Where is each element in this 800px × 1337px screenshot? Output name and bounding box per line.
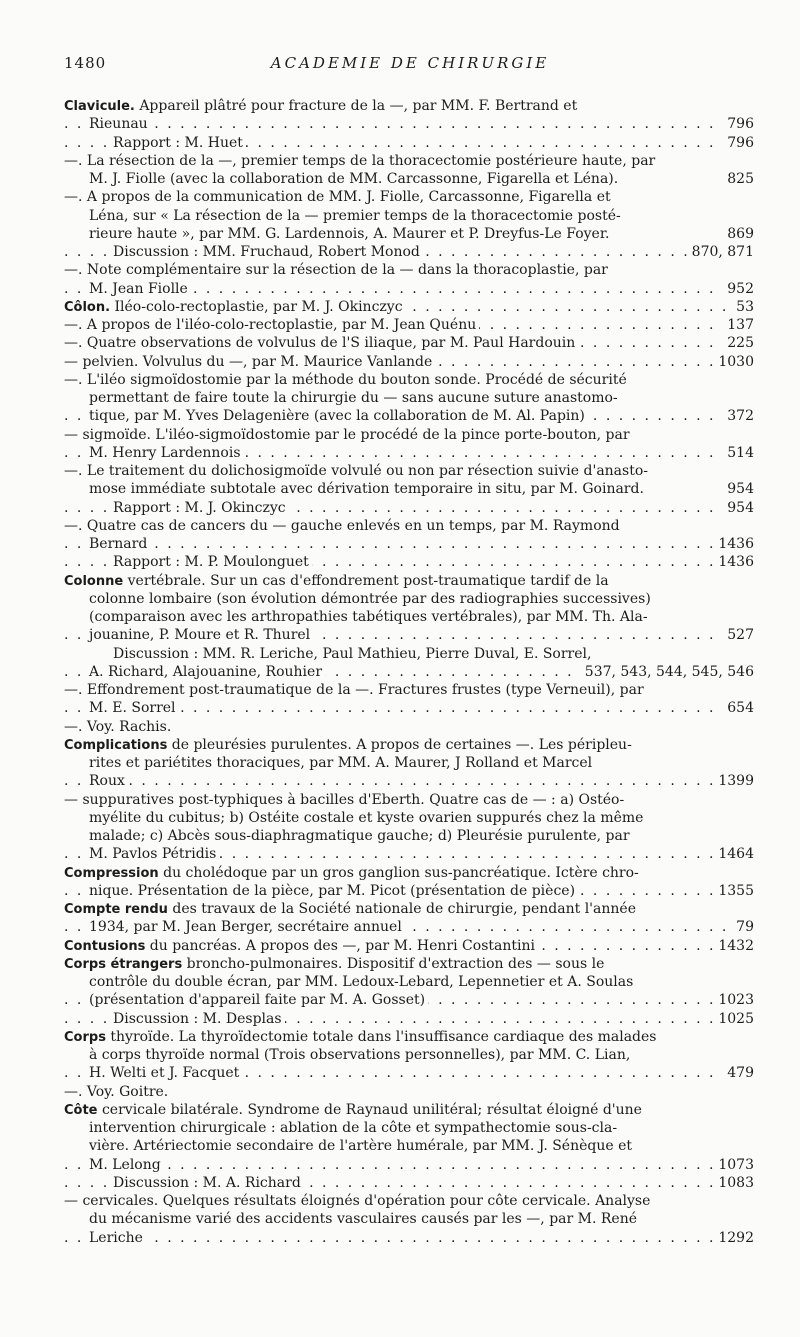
page-reference: 954 — [722, 480, 754, 498]
index-line-body: —. Voy. Rachis. — [64, 718, 172, 735]
page-reference: 1292 — [713, 1229, 754, 1247]
page-reference: 1083 — [713, 1174, 754, 1192]
index-line — [64, 298, 754, 316]
index-line-text — [64, 372, 630, 388]
index-line — [64, 1174, 754, 1192]
index-line-body: broncho-pulmonaires. Dispositif d'extraction des — sous le — [182, 955, 605, 972]
index-line — [64, 517, 754, 535]
index-headword: Complications — [64, 737, 168, 753]
index-line-text — [64, 1084, 171, 1100]
page-number: 1480 — [64, 54, 107, 72]
index-line — [64, 1101, 754, 1119]
page-reference: 1025 — [713, 1010, 754, 1028]
index-line-text — [89, 992, 428, 1008]
index-line — [64, 426, 754, 444]
index-line-text — [89, 281, 191, 297]
index-line — [64, 718, 754, 736]
index-line-body: —. Effondrement post-traumatique de la —. Fractures frustes (type Verneuil), par — [64, 682, 644, 698]
index-line-body: M. Jean Fiolle — [89, 280, 188, 297]
index-line-text — [113, 554, 312, 570]
page-reference: 952 — [722, 280, 754, 298]
index-line-body: Rapport : M. J. Okinczyc — [113, 499, 286, 516]
index-line-text — [64, 865, 642, 881]
index-line-text — [89, 627, 313, 643]
index-line — [64, 590, 754, 608]
index-line-body: —. L'iléo sigmoïdostomie par la méthode du bouton sonde. Procédé de sécurité — [64, 371, 627, 388]
index-line — [64, 261, 754, 279]
index-line-text — [64, 354, 435, 370]
index-line — [64, 681, 754, 699]
page-reference: 1464 — [713, 845, 754, 863]
index-line — [64, 444, 754, 462]
index-line-text — [64, 427, 633, 443]
index-line — [64, 663, 754, 681]
index-line-body: Rieunau — [89, 116, 148, 133]
index-line-body: H. Welti et J. Facquet — [89, 1065, 240, 1082]
page-reference: 796 — [722, 134, 754, 152]
index-line-text — [64, 463, 651, 479]
index-line — [64, 1083, 754, 1101]
index-line-text — [64, 792, 627, 808]
page-reference: 79 — [731, 918, 754, 936]
index-line-text — [89, 974, 636, 990]
index-line-text — [89, 1047, 633, 1063]
index-line-body: Appareil plâtré pour fracture de la —, par MM. F. Bertrand et — [134, 98, 578, 114]
index-line — [64, 243, 754, 261]
index-line — [64, 882, 754, 900]
index-line — [64, 900, 754, 918]
index-line-text — [64, 682, 647, 698]
index-line — [64, 791, 754, 809]
index-line-text — [89, 171, 621, 187]
index-line-text — [64, 262, 611, 278]
index-line — [64, 462, 754, 480]
index-line-text — [64, 1102, 645, 1118]
index-line — [64, 645, 754, 663]
page-reference: 869 — [722, 225, 754, 243]
index-line-body: —. La résection de la —, premier temps de la thoracectomie postérieure haute, par — [64, 152, 656, 169]
index-line-text — [113, 646, 594, 662]
index-line-body: contrôle du double écran, par MM. Ledoux-Lebard, Lepennetier et A. Soulas — [89, 974, 634, 990]
page-reference: 53 — [731, 298, 754, 316]
index-line-text — [89, 755, 595, 771]
index-headword: Compression — [64, 865, 159, 881]
index-line-text — [64, 1193, 653, 1209]
running-title: ACADEMIE DE CHIRURGIE — [270, 54, 550, 72]
index-line-text — [64, 189, 614, 205]
page-reference: 479 — [722, 1064, 754, 1082]
page-reference: 1023 — [713, 991, 754, 1009]
index-line — [64, 353, 754, 371]
index-line — [64, 1010, 754, 1028]
index-line-body: malade; c) Abcès sous-diaphragmatique gauche; d) Pleurésie purulente, par — [89, 828, 630, 844]
index-line — [64, 316, 754, 334]
page-reference: 372 — [722, 407, 754, 425]
index-line-body: —. A propos de la communication de MM. J. Fiolle, Carcassonne, Figarella et — [64, 189, 611, 206]
index-line — [64, 207, 754, 225]
index-line — [64, 845, 754, 863]
index-line — [64, 1064, 754, 1082]
index-line — [64, 572, 754, 590]
index-line-text — [89, 390, 621, 406]
index-line-body: — pelvien. Volvulus du —, par M. Maurice Vanlande — [64, 353, 433, 370]
index-line-body: M. J. Fiolle (avec la collaboration de MM. Carcassonne, Figarella et Léna). — [89, 171, 619, 187]
index-line-text — [89, 609, 651, 625]
index-line — [64, 1028, 754, 1046]
index-line-body: Iléo-colo-rectoplastie, par M. J. Okinczyc — [110, 298, 403, 315]
index-line — [64, 736, 754, 754]
index-line-text — [89, 1230, 146, 1246]
index-headword: Côlon. — [64, 299, 111, 315]
index-line-body: rieure haute », par MM. G. Lardennois, A. Maurer et P. Dreyfus-Le Foyer. — [89, 225, 610, 242]
page-reference: 225 — [722, 334, 754, 352]
index-line — [64, 407, 754, 425]
index-line — [64, 170, 754, 188]
index-line-text — [89, 1157, 164, 1173]
index-line-body: Rapport : M. Huet — [113, 134, 243, 151]
page-reference: 1030 — [713, 353, 754, 371]
index-line-body: tique, par M. Yves Delagenière (avec la collaboration de M. Al. Papin) — [89, 408, 585, 425]
index-line-body: Discussion : M. Desplas — [113, 1010, 282, 1027]
index-line-body: rites et pariétites thoraciques, par MM. A. Maurer, J Rolland et Marcel — [89, 755, 593, 771]
index-line-body: à corps thyroïde normal (Trois observations personnelles), par MM. C. Lian, — [89, 1047, 631, 1063]
index-line — [64, 608, 754, 626]
index-line-body: —. Le traitement du dolichosigmoïde volvulé ou non par résection suivie d'anasto- — [64, 463, 648, 479]
index-line-text — [64, 98, 580, 114]
index-line-text — [64, 335, 578, 351]
page-reference: 1436 — [713, 553, 754, 571]
index-line-text — [89, 700, 179, 716]
index-line-body: —. Quatre observations de volvulus de l'S iliaque, par M. Paul Hardouin — [64, 335, 576, 352]
index-line-text — [113, 1011, 285, 1027]
index-line-text — [64, 1029, 659, 1045]
index-line — [64, 371, 754, 389]
index-line — [64, 973, 754, 991]
index-line-text — [89, 116, 151, 132]
index-line-text — [113, 135, 246, 151]
index-line-text — [89, 408, 588, 424]
index-line-body: vertébrale. Sur un cas d'effondrement post-traumatique tardif de la — [123, 572, 609, 589]
index-line — [64, 937, 754, 955]
index-line-body: intervention chirurgicale : ablation de la côte et sympathectomie sous-cla- — [89, 1120, 618, 1136]
index-line — [64, 809, 754, 827]
index-line — [64, 97, 754, 115]
index-line-body: Leriche — [89, 1229, 143, 1246]
index-entries — [64, 97, 754, 1247]
index-line — [64, 626, 754, 644]
index-line-text — [89, 226, 612, 242]
index-line-text — [89, 481, 647, 497]
index-line-body: —. A propos de l'iléo-colo-rectoplastie, par M. Jean Quénu — [64, 317, 477, 333]
index-line — [64, 955, 754, 973]
index-line-body: A. Richard, Alajouanine, Rouhier — [89, 663, 323, 680]
index-line-body: M. E. Sorrel — [89, 700, 176, 717]
index-line-text — [89, 664, 325, 680]
index-line-body: — sigmoïde. L'iléo-sigmoïdostomie par le procédé de la pince porte-bouton, par — [64, 426, 630, 443]
index-line — [64, 1156, 754, 1174]
index-line-body: jouanine, P. Moure et R. Thurel — [89, 627, 311, 644]
index-line — [64, 188, 754, 206]
index-line-text — [89, 1211, 640, 1227]
index-line-text — [89, 1120, 620, 1136]
index-headword: Corps — [64, 1029, 106, 1045]
index-line-body: colonne lombaire (son évolution démontrée par des radiographies successives) — [89, 590, 651, 607]
index-line-text — [64, 317, 479, 333]
index-line — [64, 991, 754, 1009]
index-line-body: — suppuratives post-typhiques à bacilles d'Eberth. Quatre cas de — : a) Ostéo- — [64, 791, 625, 808]
page-reference: 825 — [722, 170, 754, 188]
index-line-body: de pleurésies purulentes. A propos de certaines —. Les péripleu- — [167, 736, 632, 753]
index-line-text — [64, 901, 639, 917]
page-reference: 137 — [722, 316, 754, 334]
page-header — [0, 54, 800, 78]
index-line — [64, 754, 754, 772]
page-reference: 514 — [722, 444, 754, 462]
index-line-text — [89, 810, 646, 826]
index-line-text — [64, 719, 174, 735]
index-line — [64, 553, 754, 571]
page-reference: 537, 543, 544, 545, 546 — [580, 663, 754, 681]
index-line-text — [89, 1138, 635, 1154]
index-line-text — [89, 828, 633, 844]
index-headword: Colonne — [64, 573, 124, 589]
index-line-body: vière. Artériectomie secondaire de l'artère humérale, par MM. J. Sénèque et — [89, 1138, 633, 1155]
index-line-text — [89, 846, 219, 862]
index-line-body: permettant de faire toute la chirurgie du — sans aucune suture anastomo- — [89, 390, 618, 406]
index-line — [64, 134, 754, 152]
index-line-body: —. Voy. Goitre. — [64, 1083, 169, 1100]
index-line-text — [113, 244, 423, 260]
index-line — [64, 280, 754, 298]
index-line-body: —. Note complémentaire sur la résection de la — dans la thoracoplastie, par — [64, 262, 608, 279]
index-line-text — [64, 938, 538, 954]
index-line-body: Discussion : M. A. Richard — [113, 1174, 301, 1191]
index-line — [64, 918, 754, 936]
index-line — [64, 864, 754, 882]
index-line-text — [89, 591, 654, 607]
page-reference: 1073 — [713, 1156, 754, 1174]
index-line-text — [89, 208, 624, 224]
index-line — [64, 1229, 754, 1247]
index-line — [64, 334, 754, 352]
index-line-body: (comparaison avec les arthropathies tabétiques vertébrales), par MM. Th. Ala- — [89, 609, 648, 625]
index-line — [64, 827, 754, 845]
index-line-body: M. Pavlos Pétridis — [89, 846, 217, 863]
index-line — [64, 499, 754, 517]
index-line-body: Léna, sur « La résection de la — premier temps de la thoracectomie posté- — [89, 207, 621, 224]
index-line — [64, 115, 754, 133]
index-line-body: thyroïde. La thyroïdectomie totale dans l'insuffisance cardiaque des malades — [105, 1028, 657, 1045]
index-line-text — [64, 518, 623, 534]
index-line-text — [89, 773, 128, 789]
index-line — [64, 699, 754, 717]
index-line — [64, 1119, 754, 1137]
index-line-text — [64, 573, 612, 589]
index-line — [64, 389, 754, 407]
page-reference: 1436 — [713, 535, 754, 553]
index-line — [64, 152, 754, 170]
page-reference: 796 — [722, 115, 754, 133]
index-line — [64, 1137, 754, 1155]
index-line-text — [64, 299, 406, 315]
index-line-text — [64, 737, 635, 753]
page-reference: 527 — [722, 626, 754, 644]
index-line-body: cervicale bilatérale. Syndrome de Raynaud unilitéral; résultat éloigné d'une — [97, 1101, 642, 1118]
index-line-body: mose immédiate subtotale avec dérivation temporaire in situ, par M. Goinard. — [89, 481, 644, 498]
index-line — [64, 480, 754, 498]
index-line-body: (présentation d'appareil faite par M. A. Gosset) — [89, 992, 426, 1009]
index-headword: Contusions — [64, 938, 146, 954]
index-line-body: du cholédoque par un gros ganglion sus-pancréatique. Ictère chro- — [158, 864, 639, 881]
index-line-text — [89, 445, 244, 461]
index-line — [64, 772, 754, 790]
page-reference: 654 — [722, 699, 754, 717]
index-line-body: Bernard — [89, 536, 148, 552]
index-line-body: myélite du cubitus; b) Ostéite costale et kyste ovarien suppurés chez la même — [89, 809, 644, 826]
index-line-body: Discussion : MM. Fruchaud, Robert Monod — [113, 244, 420, 260]
index-line-body: 1934, par M. Jean Berger, secrétaire annuel — [89, 919, 402, 936]
index-line-body: — cervicales. Quelques résultats éloignés d'opération pour côte cervicale. Analyse — [64, 1193, 651, 1209]
index-headword: Corps étrangers — [64, 956, 183, 972]
index-line-text — [113, 1175, 304, 1191]
index-line-text — [64, 153, 658, 169]
index-line-text — [89, 1065, 242, 1081]
index-line — [64, 535, 754, 553]
index-line — [64, 225, 754, 243]
index-line-body: Rapport : M. P. Moulonguet — [113, 554, 309, 571]
index-line-body: du pancréas. A propos des —, par M. Henri Costantini — [145, 937, 535, 954]
index-line — [64, 1046, 754, 1064]
index-line-body: —. Quatre cas de cancers du — gauche enlevés en un temps, par M. Raymond — [64, 517, 620, 534]
page-reference: 1399 — [713, 772, 754, 790]
index-line-body: Roux — [89, 773, 125, 790]
index-line-text — [113, 500, 289, 516]
index-line-body: du mécanisme varié des accidents vasculaires causés par les —, par M. René — [89, 1211, 638, 1228]
index-headword: Compte rendu — [64, 902, 168, 917]
index-line-text — [89, 883, 578, 899]
index-headword: Côte — [64, 1102, 98, 1118]
page-reference: 1432 — [713, 937, 754, 955]
page-reference: 954 — [722, 499, 754, 517]
index-line — [64, 1210, 754, 1228]
index-headword: Clavicule. — [64, 99, 135, 114]
page-reference: 1355 — [713, 882, 754, 900]
index-line-body: M. Lelong — [89, 1156, 161, 1173]
index-line-body: Discussion : MM. R. Leriche, Paul Mathieu, Pierre Duval, E. Sorrel, — [113, 645, 592, 662]
index-line — [64, 1192, 754, 1210]
index-line-body: nique. Présentation de la pièce, par M. Picot (présentation de pièce) — [89, 882, 576, 899]
index-line-text — [64, 956, 607, 972]
page-reference: 870, 871 — [687, 243, 754, 261]
index-line-body: des travaux de la Société nationale de chirurgie, pendant l'année — [167, 901, 636, 917]
index-line-text — [89, 536, 150, 552]
index-line-text — [89, 919, 405, 935]
index-line-body: M. Henry Lardennois — [89, 444, 241, 461]
